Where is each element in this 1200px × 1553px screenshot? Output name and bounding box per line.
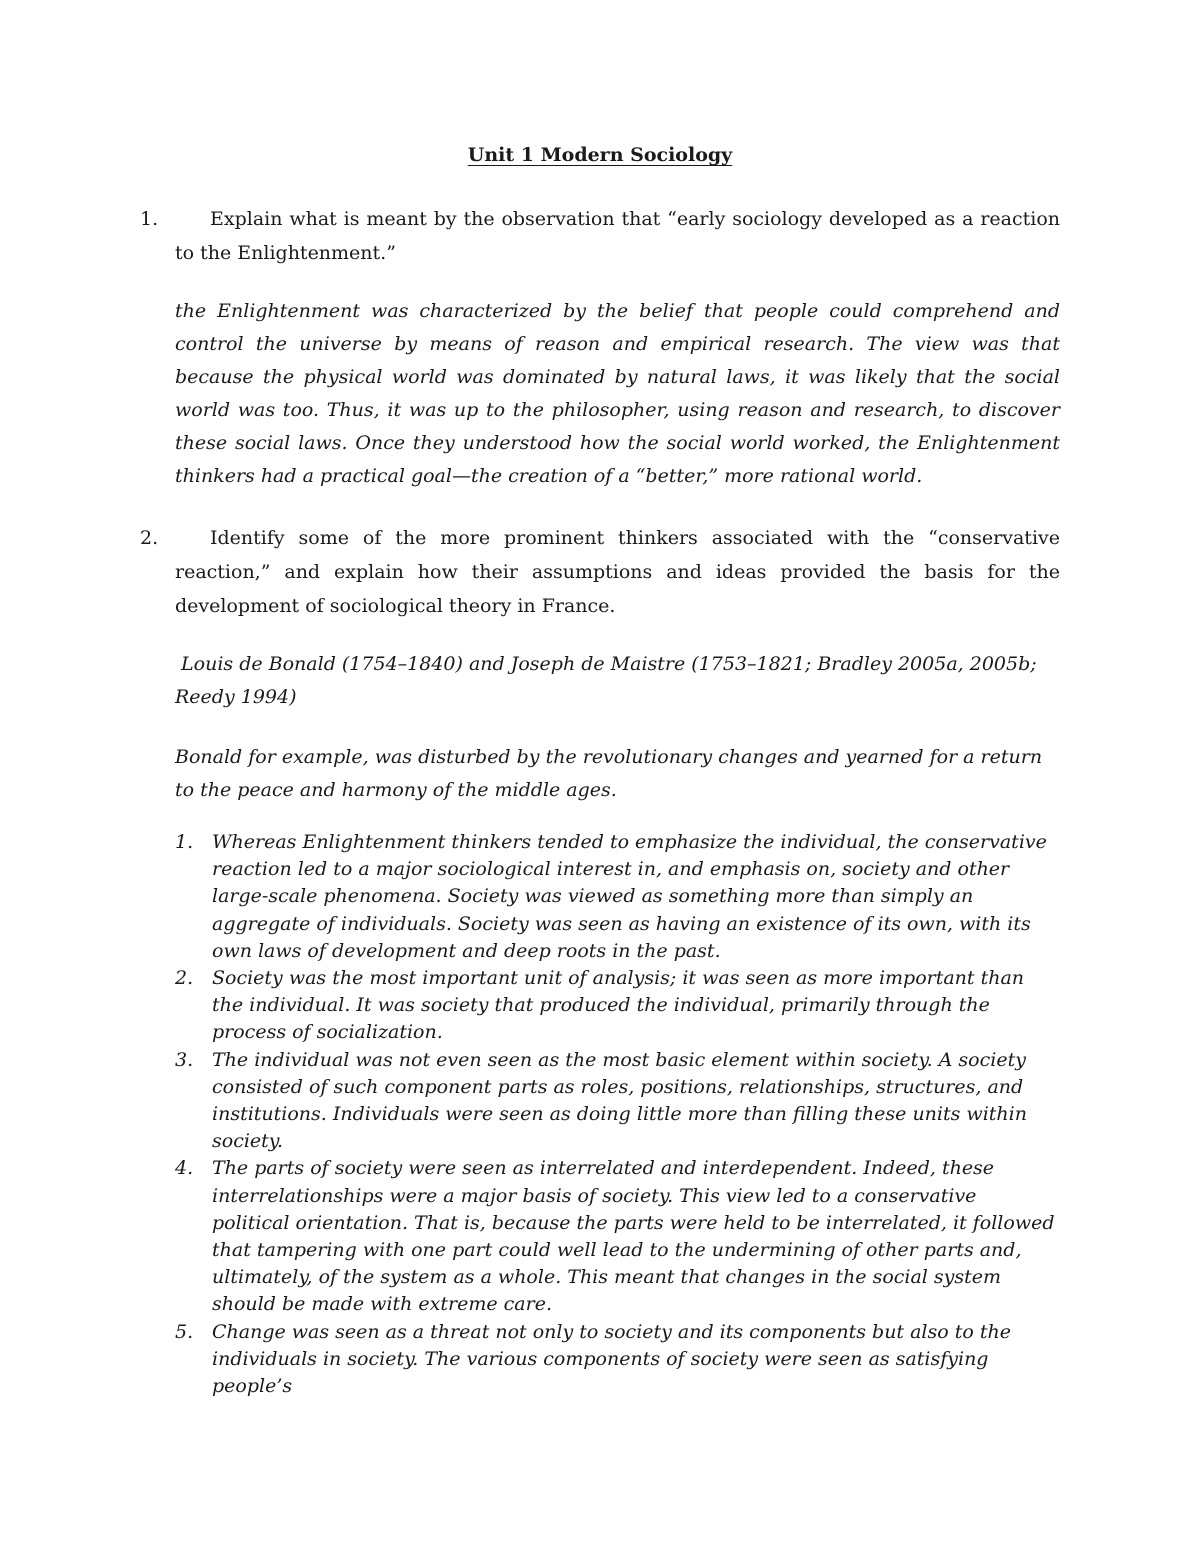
- list-item-text: The individual was not even seen as the most basic element within society. A society consisted of such component parts as roles, positions, relationships, structures, and institutions. Individuals were seen as doing little more than filling these units within society.: [212, 1048, 1027, 1153]
- numbered-list: [175, 829, 1055, 1400]
- question-text: Identify some of the more prominent thinkers associated with the “conservative reaction,” and explain how their assumptions and ideas provided the basis for the development of sociological theory in France.: [175, 527, 1060, 617]
- list-item-text: Society was the most important unit of analysis; it was seen as more important than the individual. It was society that produced the individual, primarily through the process of socialization.: [212, 967, 1025, 1044]
- list-item-number: 2.: [175, 967, 194, 990]
- question-1: [140, 202, 1060, 270]
- list-item-number: 3.: [175, 1048, 194, 1071]
- answer-thinkers: Louis de Bonald (1754–1840) and Joseph de Maistre (1753–1821; Bradley 2005a, 2005b; Reedy 1994): [175, 653, 1043, 708]
- list-item: [175, 965, 1055, 1047]
- list-item-number: 1.: [175, 831, 194, 853]
- page-title: Unit 1 Modern Sociology: [467, 144, 733, 166]
- question-text: Explain what is meant by the observation that “early sociology developed as a reaction to the Enlightenment.”: [175, 208, 1060, 264]
- answer-paragraph: the Enlightenment was characterized by the belief that people could comprehend and control the universe by means of reason and empirical research. The view was that because the physical world was dominated by natural laws, it was likely that the social world was too. Thus, it was up to the philosopher, using reason and research, to discover these social laws. Once they understood how the social world worked, the Enlightenment thinkers had a practical goal—the creation of a “better,” more rational world.: [175, 300, 1060, 487]
- list-item: [175, 1047, 1055, 1156]
- question-number: 2.: [140, 527, 159, 549]
- list-item-text: Change was seen as a threat not only to society and its components but also to the individuals in society. The various components of society were seen as satisfying people’s: [212, 1320, 1011, 1398]
- list-item-number: 5.: [175, 1320, 194, 1343]
- list-item: [175, 1155, 1055, 1318]
- list-item-text: The parts of society were seen as interrelated and interdependent. Indeed, these interrelationships were a major basis of society. This view led to a conservative political orientation. That is, because the parts were held to be interrelated, it followed that tampering with one part could well lead to the undermining of other parts and, ultimately, of the system as a whole. This meant that changes in the social system should be made with extreme care.: [212, 1157, 1055, 1316]
- question-2: [140, 521, 1060, 623]
- list-item-number: 4.: [175, 1157, 194, 1180]
- answer-paragraph: Bonald for example, was disturbed by the revolutionary changes and yearned for a return to the peace and harmony of the middle ages.: [175, 746, 1043, 801]
- question-number: 1.: [140, 208, 159, 230]
- list-item: [175, 829, 1055, 965]
- list-item-text: Whereas Enlightenment thinkers tended to emphasize the individual, the conservative reaction led to a major sociological interest in, and emphasis on, society and other large-scale phenomena. Society was viewed as something more than simply an aggregate of individuals. Society was seen as having an existence of its own, with its own laws of development and deep roots in the past.: [212, 831, 1047, 962]
- list-item: [175, 1319, 1055, 1401]
